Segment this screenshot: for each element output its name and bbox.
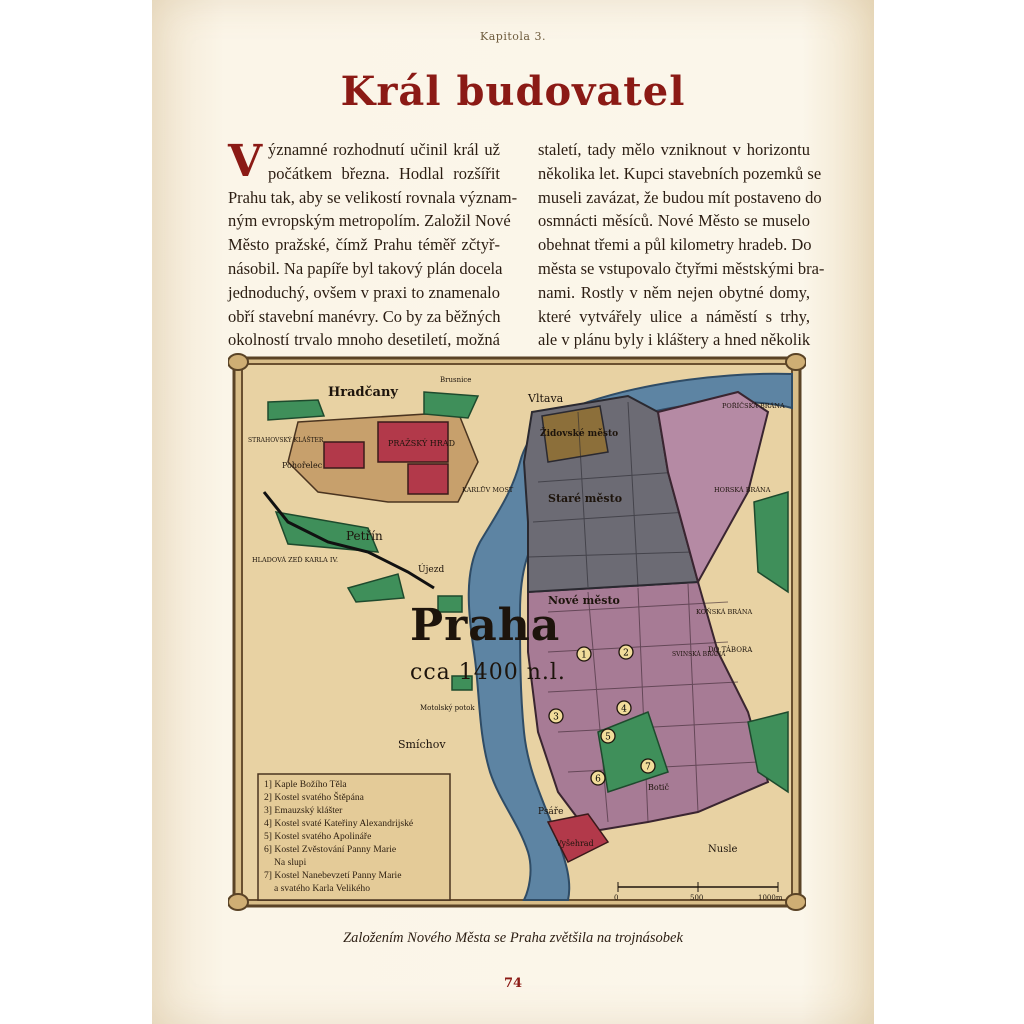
text-line: staletí, tady mělo vzniknout v horizontu [538,140,810,159]
figure-caption: Založením Nového Města se Praha zvětšila na trojnásobek [343,930,683,946]
legend-item: a svatého Karla Velikého [274,883,370,894]
label-stare-mesto: Staré město [548,492,623,505]
church-marker-2 [619,645,633,659]
text-line: okolností trvalo mnoho desetiletí, možná [228,330,500,350]
label-brusnice: Brusnice [440,376,472,384]
map-legend [264,778,460,895]
label-vltava: Vltava [528,392,564,405]
label-pohorelec: Pohořelec [282,461,323,470]
label-psare: Psáře [538,807,564,817]
text-line: násobil. Na papíře byl takový plán docela [228,258,503,278]
text-line: ýznamné rozhodnutí učinil král už [268,140,500,159]
text-line: ným evropským metropolím. Založil Nové [228,211,511,231]
text-line: města se vstupovalo čtyřmi městskými bra- [538,258,825,278]
text-line: Prahu tak, aby se velikostí rovnala význam- [228,187,518,207]
label-smichov: Smíchov [398,738,446,751]
running-head: Kapitola 3. [480,30,546,43]
church-marker-1 [577,647,591,661]
page-number: 74 [503,976,523,991]
label-nusle: Nusle [708,844,738,855]
legend-item: 3] Emauzský klášter [264,805,343,816]
label-horska-brana: HORSKÁ BRÁNA [714,486,771,494]
text-line: počátkem března. Hodlal rozšířit [268,163,500,183]
text-column-left [228,138,518,352]
legend-item: 5] Kostel svatého Apolináře [264,831,372,842]
text-line: ale v plánu byly i kláštery a hned několik [538,330,811,350]
map-title: Praha [410,600,561,651]
text-line: které vytvářely ulice a náměstí s trhy, [538,306,810,326]
scale-label-500: 500 [690,894,704,902]
church-marker-4 [617,701,631,715]
legend-item: 6] Kostel Zvěstování Panny Marie [264,844,397,855]
church-marker-label: 1 [581,650,587,661]
label-svinska-brana: SVINSKÁ BRÁNA [672,651,726,658]
label-strahovsky-klaster: STRAHOVSKÝ KLÁŠTER [248,437,324,444]
label-prazsky-hrad: PRAŽSKÝ HRAD [388,439,455,448]
church-marker-label: 4 [621,704,627,715]
label-nove-mesto: Nové město [548,594,620,607]
scale-label-1000: 1000m [758,894,783,902]
label-porici-brana: POŘÍČSKÁ BRÁNA [722,402,785,410]
legend-item: 2] Kostel svatého Štěpána [264,792,364,803]
text-line: osmnácti měsíců. Nové Město se muselo [538,211,810,231]
church-marker-label: 6 [595,774,601,785]
text-line: nami. Rostly v něm nejen obytné domy, [538,282,810,302]
label-motolsky-potok: Motolský potok [420,704,475,712]
text-line: obehnat třemi a půl kilometry hradeb. Do [538,235,812,255]
text-column-right [538,138,825,352]
scale-label-0: 0 [614,894,619,902]
church-marker-label: 5 [605,732,611,743]
label-petrin: Petřín [346,529,383,543]
legend-item: Na slupi [274,857,307,868]
church-marker-6 [591,771,605,785]
map-subtitle: cca 1400 n.l. [410,660,566,685]
book-page [152,0,874,1024]
church-marker-7 [641,759,655,773]
label-ujezd: Újezd [418,565,445,575]
church-marker-label: 3 [553,712,559,723]
label-karluv-most: KARLŮV MOST [462,486,514,494]
label-do-tabora: DO TÁBORA [708,646,753,654]
legend-item: 4] Kostel svaté Kateřiny Alexandrijské [264,818,414,829]
text-line: obří stavební manévry. Co by za běžných [228,306,501,326]
label-vysehrad: Vyšehrad [556,839,594,848]
label-konska-brana: KOŇSKÁ BRÁNA [696,608,753,616]
church-marker-3 [549,709,563,723]
legend-item: 1] Kaple Božího Těla [264,779,347,790]
text-line: jednoduchý, ovšem v praxi to znamenalo [228,282,500,302]
church-marker-label: 2 [623,648,629,659]
text-line: Město pražské, čímž Prahu téměř zčtyř- [228,235,500,255]
label-hradcany: Hradčany [328,385,398,400]
church-marker-label: 7 [645,762,651,773]
church-marker-5 [601,729,615,743]
legend-item: 7] Kostel Nanebevzetí Panny Marie [264,870,402,881]
label-zidovske-mesto: Židovské město [540,429,619,439]
chapter-title: Král budovatel [340,68,686,115]
text-line: několika let. Kupci stavebních pozemků se [538,163,822,183]
drop-cap: V [228,136,263,187]
label-hladova-zed: HLADOVÁ ZEĎ KARLA IV. [252,556,339,564]
text-line: museli zavázat, že budou mít postaveno do [538,187,822,207]
label-botic: Botič [648,783,669,792]
